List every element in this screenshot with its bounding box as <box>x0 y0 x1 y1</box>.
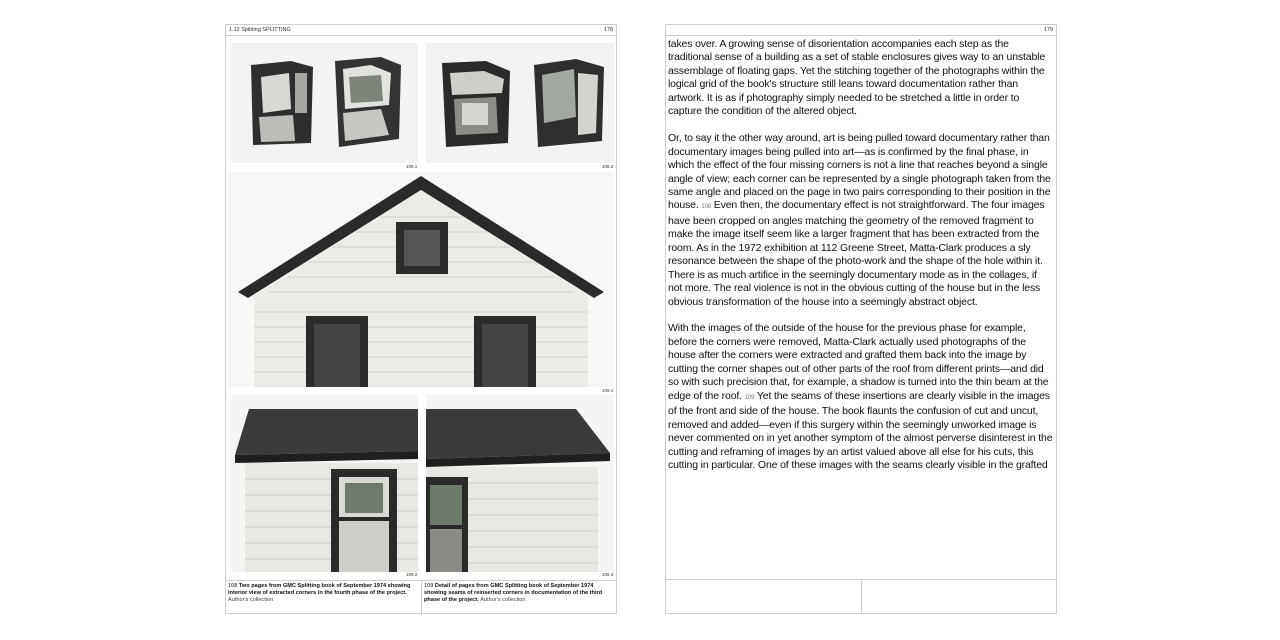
figure-label: 108.1 <box>406 164 418 169</box>
paragraph: takes over. A growing sense of disorientation accompanies each step as the traditional sense of a building as a set of stable enclosures gives way to an unstable assemblage of floating gaps. Yet the stitching together of the photographs within the logical grid of the book's structure still leans toward documentation rather than artwork. It is as if photography simply needed to be stretched a little in order to capture the condition of the altered object. <box>668 38 1046 118</box>
photo-interior-corners-left <box>231 43 418 163</box>
paragraph: Or, to say it the other way around, art is being pulled toward documentary rather than documentary images being pulled into art—as is confirmed by the final phase, in which the effect of the four missing corners is not a line that reaches beyond a single angle of view; each corner can be represented by a single photograph taken from the same angle and placed on the page in two pairs corresponding to their position in the house. 108 Even then, the documentary effect is not straightforward. The four images have been cropped on angles matching the geometry of the removed fragment to make the image itself seem like a larger fragment that has been extracted from the room. As in the 1972 exhibition at 112 Greene Street, Matta-Clark produces a sly resonance between the shape of the photo-work and the shape of the hole within it. There is as much artifice in the seemingly documentary mode as in the collages, if not more. The real violence is not in the obvious cutting of the house but in the less obvious transformation of the house into a seemingly abstract object. <box>668 132 1051 308</box>
body-text <box>668 38 1053 486</box>
section-label: 1.12 Splitting SPLITTING <box>229 27 291 33</box>
page-number: 178 <box>603 27 613 33</box>
figure-label: 109.3 <box>602 572 614 577</box>
footnote-row <box>666 579 1056 613</box>
figure-label: 109.1 <box>602 388 614 393</box>
figure-label: 109.2 <box>406 572 418 577</box>
reference-marker: 109 <box>744 394 755 401</box>
page-number: 179 <box>1043 27 1053 33</box>
reference-marker: 108 <box>701 204 711 211</box>
caption-109: 109 Detail of pages from GMC Splitting book of September 1974 showing seams of reinserted corners in documentation of the third phase of the project. Author's collection <box>424 583 603 603</box>
photo-house-front <box>228 172 614 387</box>
caption-row <box>226 580 616 615</box>
right-page <box>665 24 1057 614</box>
paragraph: With the images of the outside of the house for the previous phase for example, before the corners were removed, Matta-Clark actually used photographs of the house after the corners were extracted and grafted them back into the image by cutting the corner shapes out of other parts of the roof from different prints—and did so with such precision that, for example, a shadow is turned into the thin beam at the edge of the roof. 109 Yet the seams of these insertions are clearly visible in the images of the front and side of the house. The book flaunts the confusion of cut and uncut, removed and added—even if this surgery within the seemingly unworked image is never commented on in yet another symptom of the almost perverse disinterest in the cutting and reframing of images by an artist valued above all else for his cuts, this cutting in particular. One of these images with the seams clearly visible in the grafted <box>668 322 1053 472</box>
running-header <box>666 25 1056 36</box>
figure-label: 108.2 <box>602 164 614 169</box>
photo-house-side-left <box>231 395 418 572</box>
caption-108: 108 Two pages from GMC Splitting book of September 1974 showing interior view of extracted corners in the fourth phase of the project. Author's collection <box>228 583 411 603</box>
photo-house-side-right <box>426 395 614 572</box>
photo-interior-corners-right <box>426 43 614 163</box>
running-header <box>226 25 616 36</box>
left-page <box>225 24 617 614</box>
